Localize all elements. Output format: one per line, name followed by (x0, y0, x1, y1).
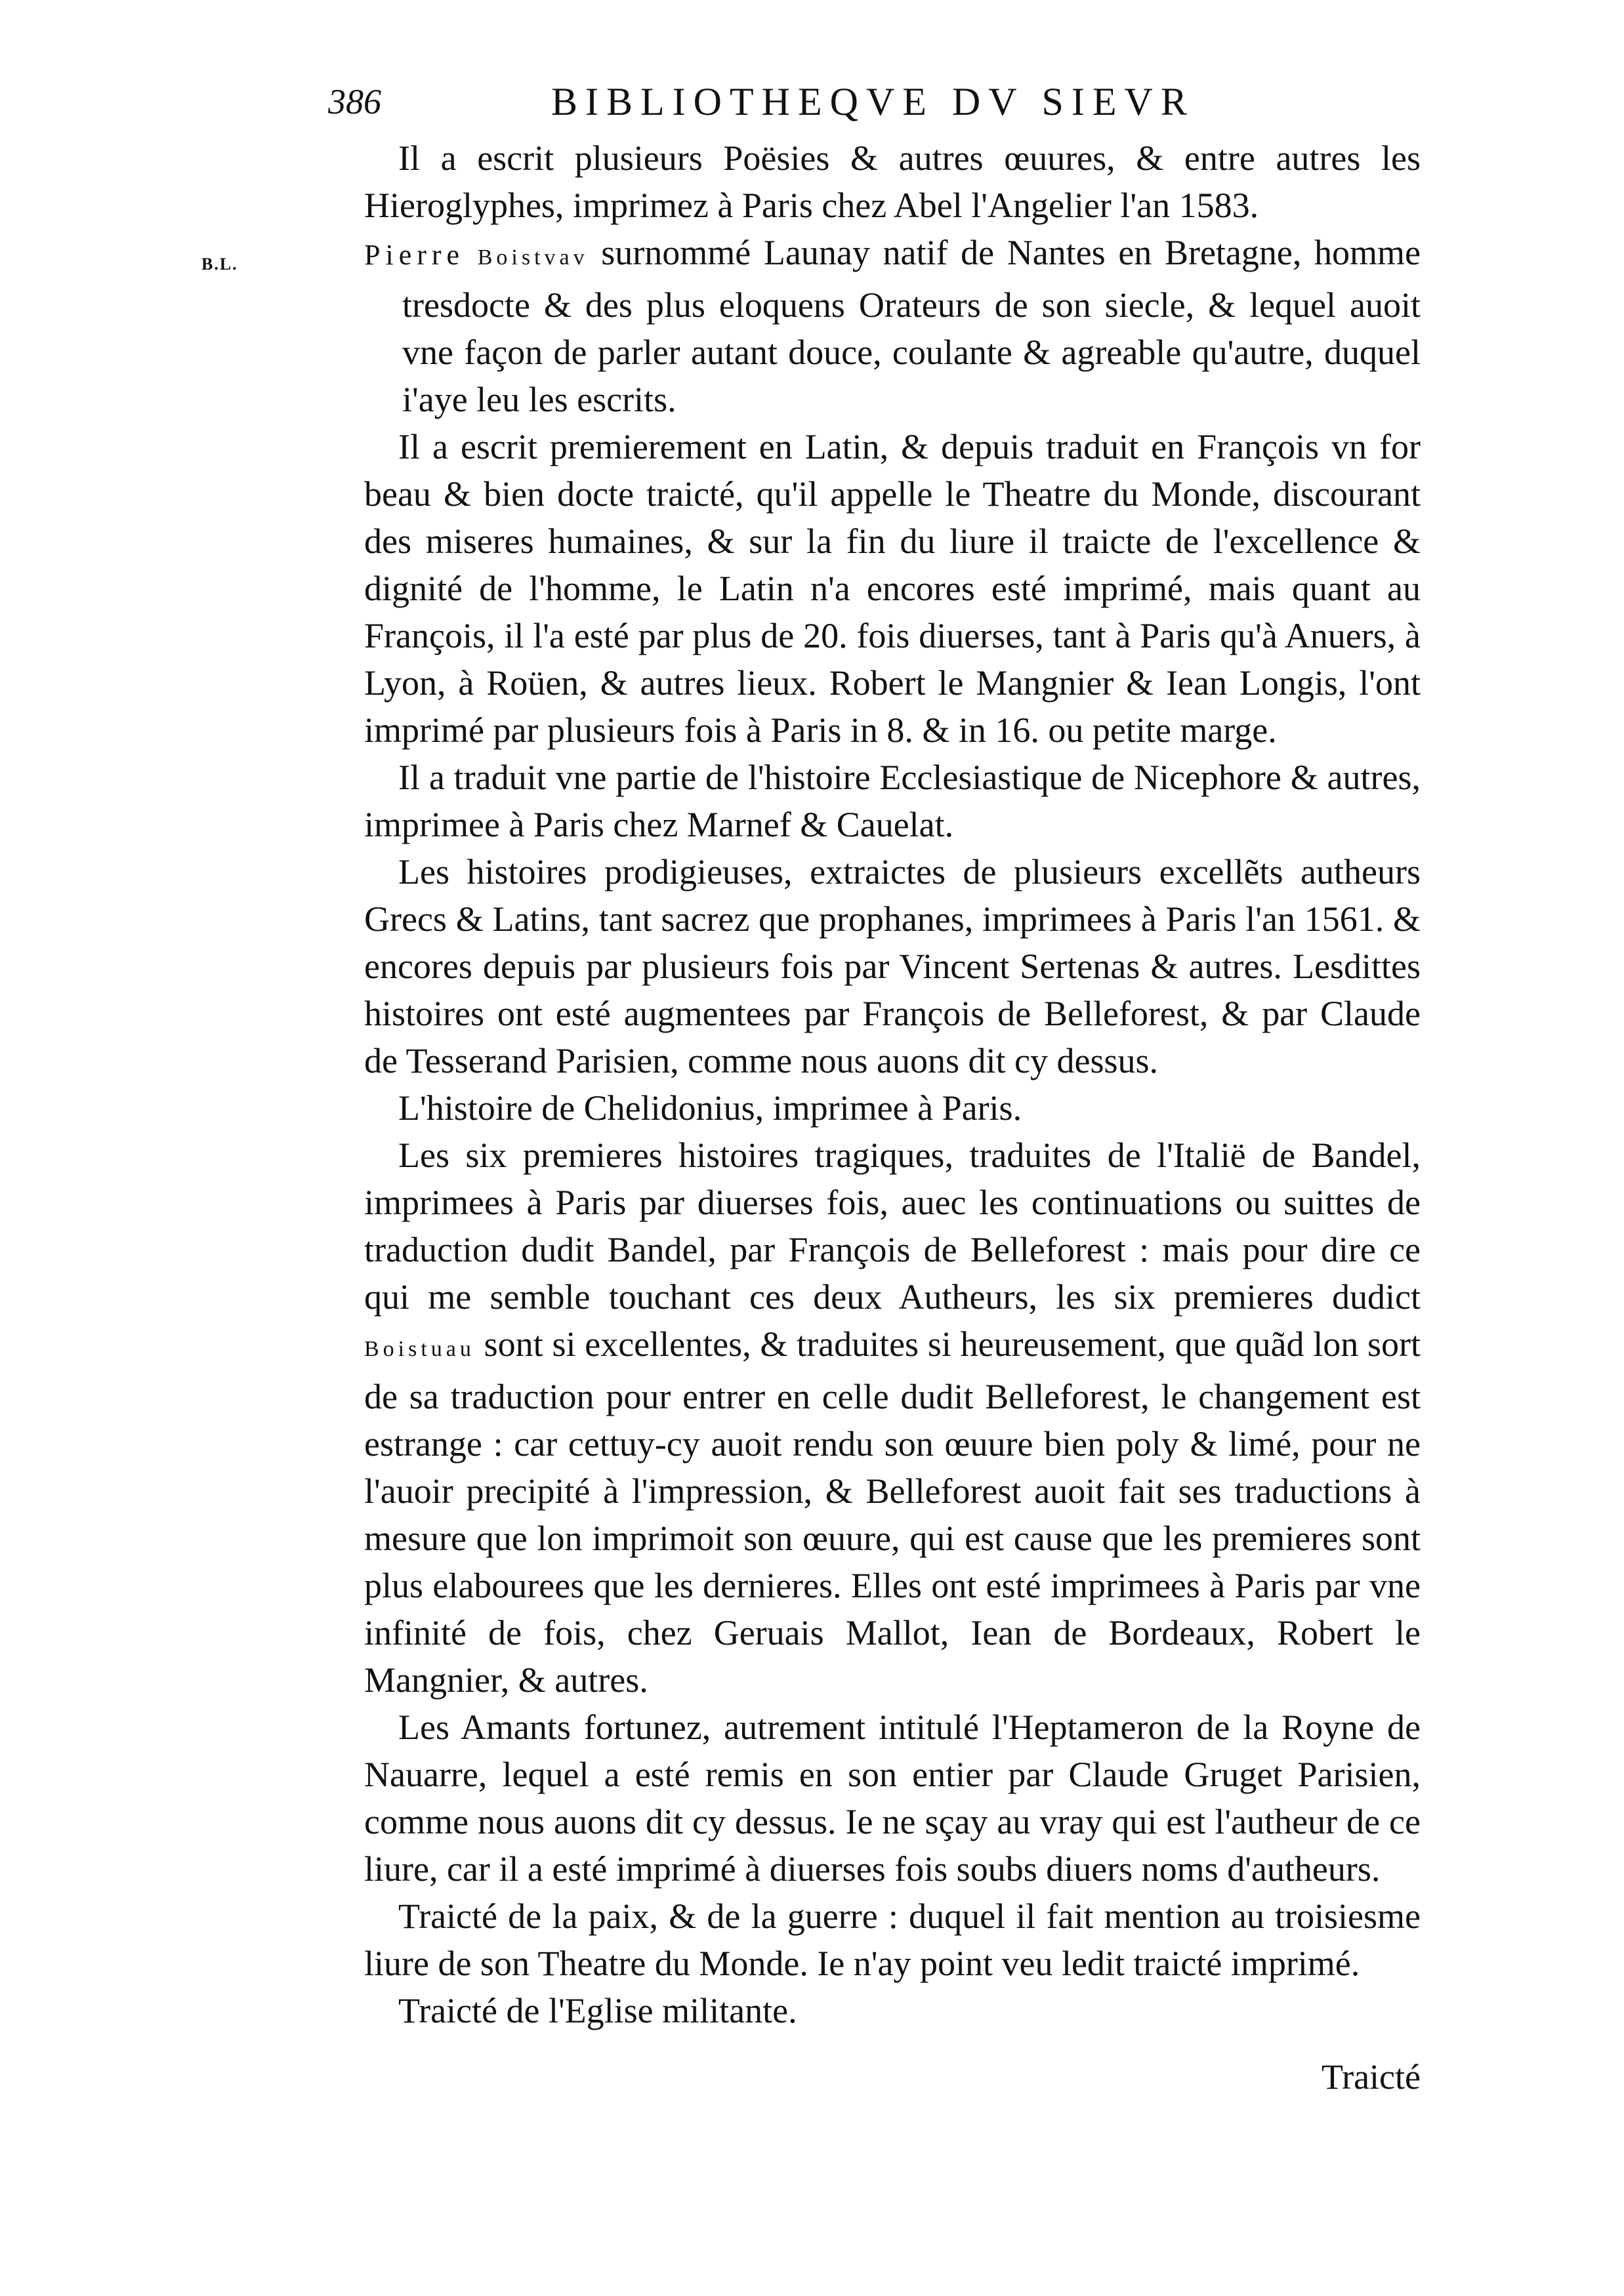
running-head: BIBLIOTHEQVE DV SIEVR (551, 80, 1195, 123)
paragraph-traicte-paix: Traicté de la paix, & de la guerre : duquel il fait mention au troisiesme liure de son Theatre du Monde. Ie n'ay point veu ledit traicté imprimé. (364, 1896, 1421, 1983)
author-description: surnommé Launay natif de Nantes en Bretagne, homme tresdocte & des plus eloquens Orateurs de son siecle, & lequel auoit vne façon de parler autant douce, coulante & agreable qu'autre, duquel i'aye leu les escrits. (402, 233, 1421, 419)
page-header (328, 72, 1444, 131)
histoires-tragiques-text-1: Les six premieres histoires tragiques, traduites de l'Italië de Bandel, imprimees à Paris par diuerses fois, auec les continuations ou suittes de traduction dudit Bandel, par François de Belleforest : mais pour dire ce qui me semble touchant ces deux Autheurs, les six premieres dudict (364, 1136, 1421, 1317)
paragraph-nicephore: Il a traduit vne partie de l'histoire Ecclesiastique de Nicephore & autres, imprimee à Paris chez Marnef & Cauelat. (364, 758, 1421, 844)
page-number: 386 (328, 82, 381, 121)
paragraph-poesies: Il a escrit plusieurs Poësies & autres œuures, & entre autres les Hieroglyphes, imprimez à Paris chez Abel l'Angelier l'an 1583. (364, 138, 1421, 225)
author-first-name: Pierre (364, 239, 465, 271)
paragraph-histoires-tragiques (364, 1132, 1421, 1704)
paragraph-boistuau-entry: B.L. Pierre Boistvav surnommé Launay natif de Nantes en Bretagne, homme tresdocte & des plus eloquens Orateurs de son siecle, & lequel auoit vne façon de parler autant douce, coulante & agreable qu'autre, duquel i'aye leu les escrits. (201, 233, 1421, 419)
author-last-name: Boistvav (477, 245, 589, 270)
boistuau-name: Boistuau (364, 1337, 475, 1361)
paragraph-theatre-du-monde: Il a escrit premierement en Latin, & depuis traduit en François vn for beau & bien docte traicté, qu'il appelle le Theatre du Monde, discourant des miseres humaines, & sur la fin du liure il traicte de l'excellence & dignité de l'homme, le Latin n'a encores esté imprimé, mais quant au François, il l'a esté par plus de 20. fois diuerses, tant à Paris qu'à Anuers, à Lyon, à Roüen, & autres lieux. Robert le Mangnier & Iean Longis, l'ont imprimé par plusieurs fois à Paris in 8. & in 16. ou petite marge. (364, 427, 1421, 750)
paragraph-amants-fortunez: Les Amants fortunez, autrement intitulé l'Heptameron de la Royne de Nauarre, lequel a esté remis en son entier par Claude Gruget Parisien, comme nous auons dit cy dessus. Ie ne sçay au vray qui est l'autheur de ce liure, car il a esté imprimé à diuerses fois soubs diuers noms d'autheurs. (364, 1708, 1421, 1889)
histoires-tragiques-text-2: sont si excellentes, & traduites si heureusement, que quãd lon sort de sa traduction pour entrer en celle dudit Belleforest, le changement est estrange : car cettuy-cy auoit rendu son œuure bien poly & limé, pour ne l'auoir precipité à l'impression, & Belleforest auoit fait ses traductions à mesure que lon imprimoit son œuure, qui est cause que les premieres sont plus elabourees que les dernieres. Elles ont esté imprimees à Paris par vne infinité de fois, chez Geruais Mallot, Iean de Bordeaux, Robert le Mangnier, & autres. (364, 1324, 1421, 1700)
catchword: Traicté (1322, 2057, 1421, 2097)
body-text (201, 134, 1421, 2034)
paragraph-chelidonius: L'histoire de Chelidonius, imprimee à Paris. (398, 1088, 1022, 1128)
paragraph-histoires-prodigieuses: Les histoires prodigieuses, extraictes de plusieurs excellẽts autheurs Grecs & Latins, tant sacrez que prophanes, imprimees à Paris l'an 1561. & encores depuis par plusieurs fois par Vincent Sertenas & autres. Lesdittes histoires ont esté augmentees par François de Belleforest, & par Claude de Tesserand Parisien, comme nous auons dit cy dessus. (364, 852, 1421, 1080)
paragraph-eglise-militante: Traicté de l'Eglise militante. (398, 1991, 797, 2030)
